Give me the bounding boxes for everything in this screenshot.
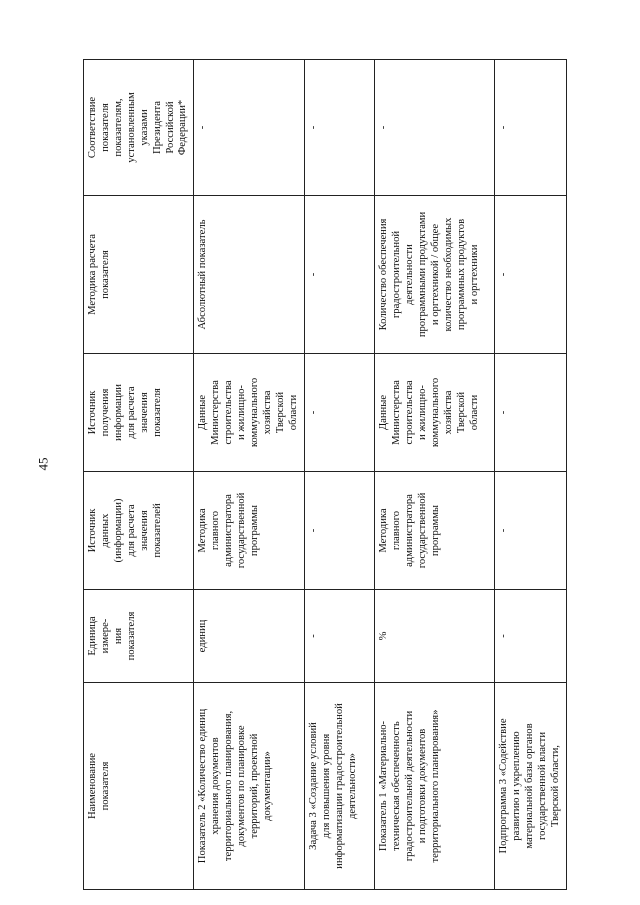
table-header-row	[84, 60, 194, 890]
row-1-info-source: Данные Министерства строительства и жилищно- коммунального хозяйства Тверской области	[194, 354, 305, 472]
row-1-method: Абсолютный показатель	[194, 196, 305, 354]
row-3-info-source: Данные Министерства строительства и жилищно- коммунального хозяйства Тверской области	[375, 354, 495, 472]
row-4-name: Подпрограмма 3 «Содействие развитию и укреплению материальной базы органов государственной власти Тверской области,	[495, 683, 567, 890]
row-4-unit: -	[495, 590, 567, 683]
indicators-table	[83, 59, 567, 890]
table-row	[495, 60, 567, 890]
row-3-name: Показатель 1 «Материально- техническая обеспеченность градостроительной деятельности и подготовки документов территориального планирования»	[375, 683, 495, 890]
table-row	[194, 60, 305, 890]
header-unit: Единица измере- ния показателя	[84, 590, 194, 683]
header-indicator-name: Наименование показателя	[84, 683, 194, 890]
row-3-method: Количество обеспечения градостроительной деятельности программными продуктами и оргтехникой / общее количество необходимых программных продуктов и оргтехники	[375, 196, 495, 354]
row-2-name: Задача 3 «Создание условий для повышения уровня информатизации градостроительной деятельности»	[305, 683, 375, 890]
row-1-name: Показатель 2 «Количество единиц хранения документов территориального планирования, документов по планировке территорий, проектной документации»	[194, 683, 305, 890]
row-4-data-source: -	[495, 472, 567, 590]
header-decree-compliance: Соответствие показателя показателям, установленным указами Президента Российской Федерации*	[84, 60, 194, 196]
row-3-unit: %	[375, 590, 495, 683]
row-2-unit: -	[305, 590, 375, 683]
row-2-method: -	[305, 196, 375, 354]
page-number: 45	[35, 457, 51, 471]
row-4-method: -	[495, 196, 567, 354]
row-1-compliance: -	[194, 60, 305, 196]
header-data-source: Источник данных (информации) для расчета значения показателей	[84, 472, 194, 590]
table-row	[375, 60, 495, 890]
row-1-data-source: Методика главного администратора государственной программы	[194, 472, 305, 590]
row-3-compliance: -	[375, 60, 495, 196]
row-4-compliance: -	[495, 60, 567, 196]
rotated-table-container	[83, 60, 562, 890]
row-4-info-source: -	[495, 354, 567, 472]
header-info-source: Источник получения информации для расчета значения показателя	[84, 354, 194, 472]
row-2-compliance: -	[305, 60, 375, 196]
row-3-data-source: Методика главного администратора государственной программы	[375, 472, 495, 590]
row-1-unit: единиц	[194, 590, 305, 683]
header-method: Методика расчета показателя	[84, 196, 194, 354]
row-2-info-source: -	[305, 354, 375, 472]
table-row	[305, 60, 375, 890]
row-2-data-source: -	[305, 472, 375, 590]
